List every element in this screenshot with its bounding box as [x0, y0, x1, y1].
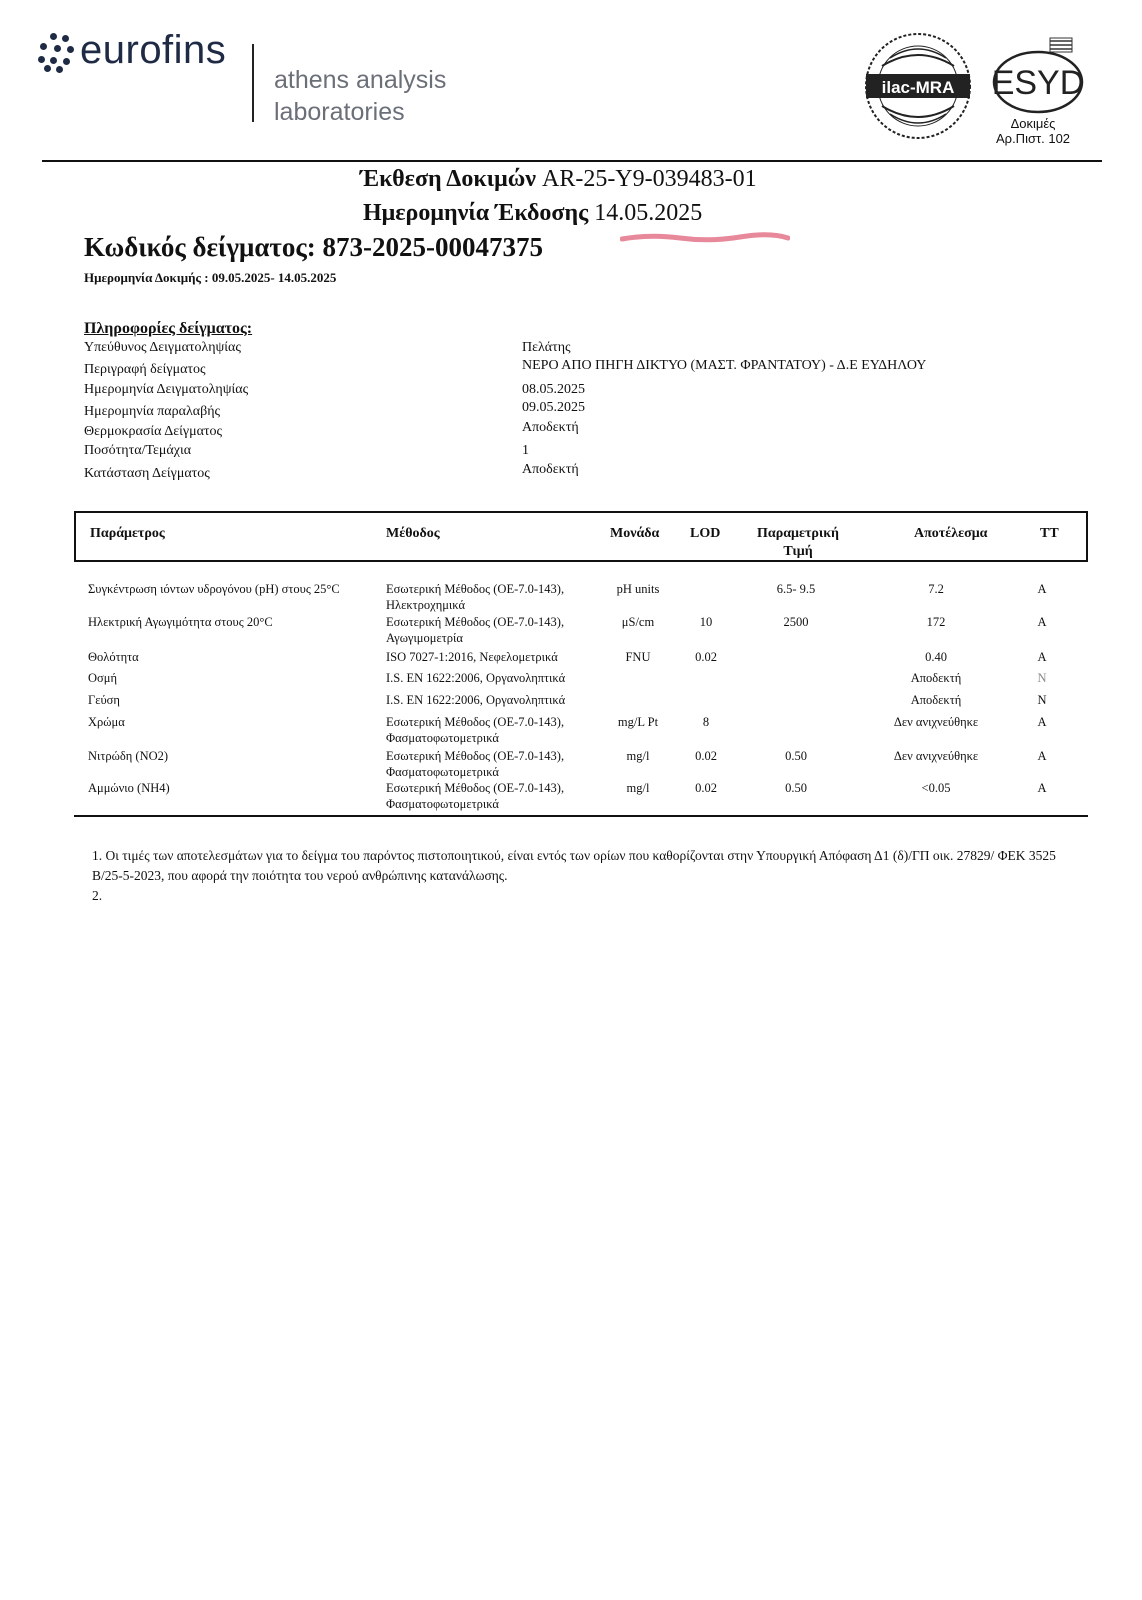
cell-result: Αποδεκτή [910, 671, 962, 685]
info-label: Ποσότητα/Τεμάχια [84, 443, 192, 458]
cell-tt: A [1037, 582, 1047, 596]
cell-tt: A [1037, 715, 1047, 729]
accreditation-line1: Δοκιμές [1010, 116, 1056, 131]
report-number: AR-25-Y9-039483-01 [541, 166, 757, 192]
test-date-value: 09.05.2025- 14.05.2025 [211, 270, 337, 285]
cell-unit: FNU [625, 650, 651, 664]
info-value: Αποδεκτή [522, 420, 579, 435]
cell-method-line2: Φασματοφωτομετρικά [386, 797, 499, 811]
lab-name-line1: athens analysis [274, 66, 447, 94]
col-header-parametric [748, 525, 848, 561]
ilac-label: ilac-MRA [881, 78, 955, 97]
cell-unit: mg/l [626, 781, 650, 795]
test-date [84, 270, 336, 286]
cell-lod: 0.02 [695, 781, 717, 795]
info-label: Ημερομηνία παραλαβής [84, 404, 221, 419]
cell-parameter: Ηλεκτρική Αγωγιμότητα στους 20°C [88, 615, 273, 629]
report-title [360, 166, 757, 193]
info-value: ΝΕΡΟ ΑΠΟ ΠΗΓΗ ΔΙΚΤΥΟ (ΜΑΣΤ. ΦΡΑΝΤΑΤΟΥ) - Δ.Ε ΕΥΔΗΛΟΥ [522, 358, 927, 373]
report-title-label: Έκθεση Δοκιμών [360, 166, 536, 192]
col-header-result: Αποτέλεσμα [914, 526, 988, 541]
brand-name: eurofins [80, 28, 227, 72]
cell-parameter: Θολότητα [88, 650, 139, 664]
cell-tt: A [1037, 781, 1047, 795]
eurofins-logo [36, 28, 226, 73]
cell-unit: mg/L Pt [617, 715, 659, 729]
results-table-header [74, 511, 1088, 562]
col-header-parametric-line1: Παραμετρική [757, 526, 839, 541]
cell-tt: N [1037, 671, 1047, 685]
col-header-parametric-line2: Τιμή [783, 544, 813, 559]
notes [92, 846, 1082, 906]
cell-result: 172 [926, 615, 946, 629]
cell-parameter: Αμμώνιο (NH4) [88, 781, 170, 795]
cell-method [386, 670, 565, 686]
info-label: Ημερομηνία Δειγματοληψίας [84, 382, 249, 397]
esyd-logo [988, 36, 1088, 116]
cell-result: 0.40 [925, 650, 947, 664]
info-value: 09.05.2025 [522, 400, 585, 415]
col-header-parameter: Παράμετρος [90, 526, 165, 541]
cell-lod: 0.02 [695, 650, 717, 664]
cell-method-line2: Ηλεκτροχημικά [386, 598, 466, 612]
esyd-label: ESYD [991, 64, 1085, 102]
cell-result: Δεν ανιχνεύθηκε [893, 749, 979, 763]
cell-method [386, 692, 565, 708]
cell-lod: 0.02 [695, 749, 717, 763]
signature-mark [620, 232, 790, 244]
info-value: Πελάτης [522, 340, 571, 355]
cell-parameter: Γεύση [88, 693, 120, 707]
cell-method-line1: I.S. EN 1622:2006, Οργανοληπτικά [386, 671, 566, 685]
accreditation-caption [996, 116, 1070, 146]
cell-result: Αποδεκτή [910, 693, 962, 707]
cell-parametric: 6.5- 9.5 [776, 582, 816, 596]
cell-unit: mg/l [626, 749, 650, 763]
accreditation-line2: Αρ.Πιστ. 102 [996, 131, 1071, 146]
info-value: 08.05.2025 [522, 382, 585, 397]
cell-unit: μS/cm [621, 615, 655, 629]
eurofins-dots-icon [36, 31, 76, 71]
cell-method-line1: Εσωτερική Μέθοδος (ΟΕ-7.0-143), [386, 715, 565, 729]
col-header-tt: ΤΤ [1040, 526, 1059, 541]
sample-info-heading: Πληροφορίες δείγματος: [84, 320, 253, 337]
sample-code-label: Κωδικός δείγματος: [84, 232, 316, 262]
cell-method-line2: Φασματοφωτομετρικά [386, 731, 499, 745]
header-rule [42, 160, 1102, 162]
issue-date [363, 200, 702, 227]
cell-result: <0.05 [921, 781, 951, 795]
cell-method [386, 780, 564, 812]
cell-method-line1: Εσωτερική Μέθοδος (ΟΕ-7.0-143), [386, 781, 565, 795]
info-label: Θερμοκρασία Δείγματος [84, 424, 223, 439]
cell-parametric: 0.50 [785, 749, 807, 763]
cell-tt: A [1037, 650, 1047, 664]
table-bottom-rule [74, 815, 1088, 817]
col-header-unit: Μονάδα [610, 526, 660, 541]
col-header-method: Μέθοδος [386, 526, 440, 541]
cell-method [386, 614, 564, 646]
cell-result: Δεν ανιχνεύθηκε [893, 715, 979, 729]
test-date-label: Ημερομηνία Δοκιμής : [84, 270, 209, 285]
header-divider [252, 44, 254, 122]
cell-parameter: Χρώμα [88, 715, 125, 729]
ilac-mra-seal [862, 30, 974, 142]
sample-code [84, 232, 543, 263]
info-value: 1 [522, 443, 529, 458]
issue-date-label: Ημερομηνία Έκδοσης [363, 200, 589, 226]
cell-method-line1: Εσωτερική Μέθοδος (ΟΕ-7.0-143), [386, 582, 565, 596]
cell-lod: 10 [699, 615, 713, 629]
lab-name [274, 64, 446, 128]
cell-method-line1: I.S. EN 1622:2006, Οργανοληπτικά [386, 693, 566, 707]
cell-method [386, 748, 564, 780]
info-value: Αποδεκτή [522, 462, 579, 477]
info-label: Περιγραφή δείγματος [84, 362, 206, 377]
info-label: Κατάσταση Δείγματος [84, 466, 210, 481]
cell-method [386, 581, 564, 613]
cell-parametric: 0.50 [785, 781, 807, 795]
col-header-lod: LOD [690, 526, 721, 541]
cell-parameter: Συγκέντρωση ιόντων υδρογόνου (pH) στους 25°C [88, 582, 340, 596]
cell-parameter: Νιτρώδη (NO2) [88, 749, 169, 763]
cell-method-line1: Εσωτερική Μέθοδος (ΟΕ-7.0-143), [386, 749, 565, 763]
note-2: 2. [92, 888, 103, 903]
cell-result: 7.2 [928, 582, 944, 596]
cell-tt: N [1037, 693, 1047, 707]
lab-name-line2: laboratories [274, 98, 405, 126]
cell-method-line2: Αγωγιμομετρία [386, 631, 463, 645]
cell-parameter: Οσμή [88, 671, 118, 685]
cell-tt: A [1037, 749, 1047, 763]
sample-code-value: 873-2025-00047375 [322, 232, 543, 262]
cell-lod: 8 [702, 715, 710, 729]
note-1: 1. Οι τιμές των αποτελεσμάτων για το δείγμα του παρόντος πιστοποιητικού, είναι εντός των ορίων που καθορίζονται στην Υπουργική Απόφαση Δ1 (δ)/ΓΠ οικ. 27829/ ΦΕΚ 3525 Β/25-5-2023, που αφορά την ποιότητα του νερού ανθρώπινης κατανάλωσης. [92, 848, 1056, 883]
cell-method-line2: Φασματοφωτομετρικά [386, 765, 499, 779]
cell-method-line1: Εσωτερική Μέθοδος (ΟΕ-7.0-143), [386, 615, 565, 629]
cell-tt: A [1037, 615, 1047, 629]
cell-method [386, 714, 564, 746]
cell-unit: pH units [616, 582, 660, 596]
cell-method [386, 649, 558, 665]
issue-date-value: 14.05.2025 [594, 200, 703, 226]
info-label: Υπεύθυνος Δειγματοληψίας [84, 340, 241, 355]
cell-parametric: 2500 [783, 615, 809, 629]
cell-method-line1: ISO 7027-1:2016, Νεφελομετρικά [386, 650, 558, 664]
